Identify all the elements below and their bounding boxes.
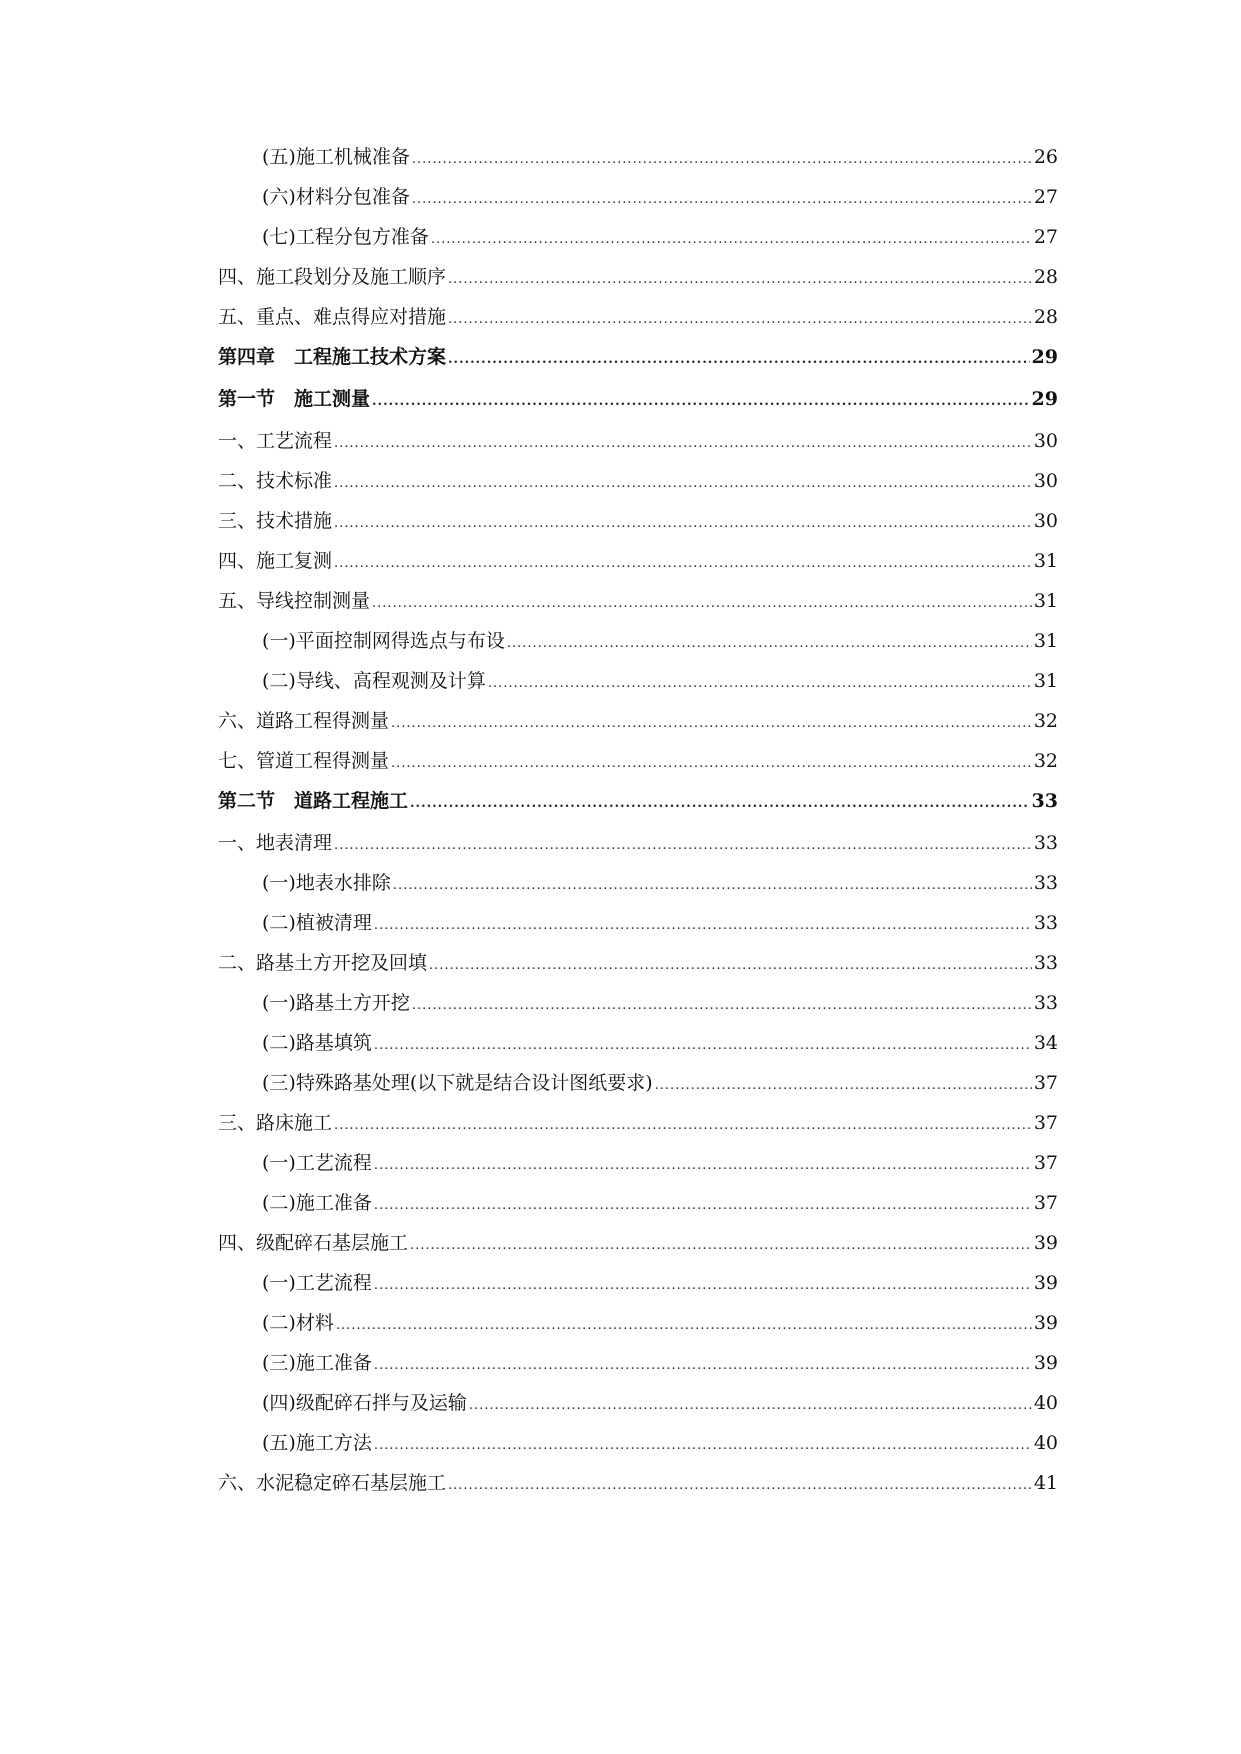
toc-dot-leader xyxy=(391,752,1032,776)
toc-entry[interactable] xyxy=(218,1031,1058,1055)
toc-entry[interactable] xyxy=(218,265,1058,289)
toc-entry[interactable] xyxy=(218,549,1058,573)
toc-dot-leader xyxy=(334,512,1032,536)
toc-page-number: 33 xyxy=(1033,832,1058,854)
toc-page-number: 28 xyxy=(1033,306,1058,328)
toc-dot-leader xyxy=(488,672,1032,696)
toc-entry-label: (一)平面控制网得选点与布设 xyxy=(262,630,505,652)
toc-page-number: 33 xyxy=(1033,872,1058,894)
toc-entry[interactable] xyxy=(218,469,1058,493)
toc-entry[interactable] xyxy=(218,185,1058,209)
toc-entry[interactable] xyxy=(218,1151,1058,1175)
toc-entry-label: 第一节 施工测量 xyxy=(218,388,371,410)
toc-dot-leader xyxy=(469,1394,1032,1418)
toc-entry-label: 一、地表清理 xyxy=(218,832,333,854)
toc-dot-leader xyxy=(410,792,1030,816)
toc-entry-label: (三)特殊路基处理(以下就是结合设计图纸要求) xyxy=(262,1072,653,1094)
toc-entry-label: (二)施工准备 xyxy=(262,1192,372,1214)
toc-page-number: 39 xyxy=(1033,1352,1058,1374)
toc-page-number: 33 xyxy=(1031,790,1058,812)
toc-entry-label: (一)工艺流程 xyxy=(262,1272,372,1294)
toc-entry-label: 第四章 工程施工技术方案 xyxy=(218,346,447,368)
toc-dot-leader xyxy=(429,954,1032,978)
toc-dot-leader xyxy=(448,308,1032,332)
toc-dot-leader xyxy=(372,390,1030,414)
toc-entry[interactable] xyxy=(218,1351,1058,1375)
toc-entry-label: 五、导线控制测量 xyxy=(218,590,371,612)
toc-entry-label: (三)施工准备 xyxy=(262,1352,372,1374)
toc-chapter-heading[interactable] xyxy=(218,345,1058,369)
toc-entry-label: (五)施工方法 xyxy=(262,1432,372,1454)
toc-page-number: 30 xyxy=(1033,510,1058,532)
toc-entry[interactable] xyxy=(218,145,1058,169)
toc-dot-leader xyxy=(334,432,1032,456)
toc-entry-label: 四、施工复测 xyxy=(218,550,333,572)
toc-entry-label: (四)级配碎石拌与及运输 xyxy=(262,1392,467,1414)
table-of-contents xyxy=(218,145,1058,1511)
toc-entry[interactable] xyxy=(218,305,1058,329)
toc-page-number: 37 xyxy=(1033,1072,1058,1094)
toc-section-heading[interactable] xyxy=(218,387,1058,411)
toc-entry-label: (七)工程分包方准备 xyxy=(262,226,429,248)
toc-entry-label: (六)材料分包准备 xyxy=(262,186,410,208)
toc-dot-leader xyxy=(374,1154,1032,1178)
toc-page-number: 33 xyxy=(1033,992,1058,1014)
toc-page-number: 29 xyxy=(1031,388,1058,410)
toc-dot-leader xyxy=(374,1274,1032,1298)
toc-page-number: 37 xyxy=(1033,1112,1058,1134)
toc-entry-label: (二)导线、高程观测及计算 xyxy=(262,670,486,692)
toc-dot-leader xyxy=(334,552,1032,576)
toc-entry[interactable] xyxy=(218,669,1058,693)
toc-page-number: 31 xyxy=(1033,550,1058,572)
toc-entry[interactable] xyxy=(218,225,1058,249)
toc-entry-label: 一、工艺流程 xyxy=(218,430,333,452)
toc-entry-label: (二)植被清理 xyxy=(262,912,372,934)
toc-entry[interactable] xyxy=(218,629,1058,653)
toc-page-number: 33 xyxy=(1033,912,1058,934)
toc-dot-leader xyxy=(374,1354,1032,1378)
toc-dot-leader xyxy=(391,712,1032,736)
toc-dot-leader xyxy=(374,1434,1032,1458)
toc-dot-leader xyxy=(372,592,1032,616)
toc-page-number: 27 xyxy=(1033,226,1058,248)
toc-section-heading[interactable] xyxy=(218,789,1058,813)
toc-page-number: 37 xyxy=(1033,1152,1058,1174)
toc-entry[interactable] xyxy=(218,1191,1058,1215)
toc-entry[interactable] xyxy=(218,1311,1058,1335)
toc-entry[interactable] xyxy=(218,509,1058,533)
toc-page-number: 39 xyxy=(1033,1232,1058,1254)
toc-page-number: 32 xyxy=(1033,710,1058,732)
toc-dot-leader xyxy=(334,1114,1032,1138)
toc-entry[interactable] xyxy=(218,871,1058,895)
toc-entry[interactable] xyxy=(218,1271,1058,1295)
toc-dot-leader xyxy=(412,148,1032,172)
toc-dot-leader xyxy=(431,228,1032,252)
toc-page-number: 41 xyxy=(1033,1472,1058,1494)
toc-entry[interactable] xyxy=(218,991,1058,1015)
toc-entry-label: 六、水泥稳定碎石基层施工 xyxy=(218,1472,447,1494)
toc-page-number: 27 xyxy=(1033,186,1058,208)
toc-page-number: 31 xyxy=(1033,590,1058,612)
toc-page-number: 32 xyxy=(1033,750,1058,772)
toc-dot-leader xyxy=(336,1314,1032,1338)
toc-page-number: 39 xyxy=(1033,1312,1058,1334)
toc-dot-leader xyxy=(507,632,1032,656)
toc-entry-label: 第二节 道路工程施工 xyxy=(218,790,409,812)
toc-entry-label: (二)路基填筑 xyxy=(262,1032,372,1054)
toc-dot-leader xyxy=(334,834,1032,858)
toc-dot-leader xyxy=(448,1474,1032,1498)
toc-page-number: 31 xyxy=(1033,630,1058,652)
toc-entry-label: 三、技术措施 xyxy=(218,510,333,532)
toc-entry-label: 四、级配碎石基层施工 xyxy=(218,1232,409,1254)
toc-dot-leader xyxy=(448,348,1030,372)
toc-entry-label: (一)路基土方开挖 xyxy=(262,992,410,1014)
toc-entry[interactable] xyxy=(218,1391,1058,1415)
toc-entry-label: (二)材料 xyxy=(262,1312,334,1334)
toc-entry[interactable] xyxy=(218,1111,1058,1135)
toc-dot-leader xyxy=(374,1194,1032,1218)
toc-page-number: 28 xyxy=(1033,266,1058,288)
toc-dot-leader xyxy=(655,1074,1032,1098)
toc-dot-leader xyxy=(393,874,1032,898)
toc-entry[interactable] xyxy=(218,429,1058,453)
toc-page-number: 39 xyxy=(1033,1272,1058,1294)
toc-page-number: 37 xyxy=(1033,1192,1058,1214)
toc-dot-leader xyxy=(412,188,1032,212)
toc-entry-label: 六、道路工程得测量 xyxy=(218,710,390,732)
toc-entry[interactable] xyxy=(218,951,1058,975)
toc-dot-leader xyxy=(410,1234,1032,1258)
toc-page-number: 30 xyxy=(1033,430,1058,452)
toc-entry[interactable] xyxy=(218,1431,1058,1455)
toc-page-number: 26 xyxy=(1033,146,1058,168)
toc-page-number: 29 xyxy=(1031,346,1058,368)
toc-entry[interactable] xyxy=(218,1471,1058,1495)
toc-dot-leader xyxy=(374,1034,1032,1058)
toc-entry[interactable] xyxy=(218,589,1058,613)
toc-entry-label: (五)施工机械准备 xyxy=(262,146,410,168)
toc-entry-label: 三、路床施工 xyxy=(218,1112,333,1134)
toc-entry-label: (一)工艺流程 xyxy=(262,1152,372,1174)
toc-entry-label: (一)地表水排除 xyxy=(262,872,391,894)
toc-entry[interactable] xyxy=(218,709,1058,733)
toc-entry[interactable] xyxy=(218,749,1058,773)
toc-entry-label: 七、管道工程得测量 xyxy=(218,750,390,772)
toc-dot-leader xyxy=(334,472,1032,496)
toc-dot-leader xyxy=(374,914,1032,938)
toc-entry[interactable] xyxy=(218,831,1058,855)
toc-page-number: 40 xyxy=(1033,1432,1058,1454)
toc-page-number: 30 xyxy=(1033,470,1058,492)
toc-entry[interactable] xyxy=(218,911,1058,935)
toc-page-number: 40 xyxy=(1033,1392,1058,1414)
toc-entry-label: 五、重点、难点得应对措施 xyxy=(218,306,447,328)
toc-dot-leader xyxy=(412,994,1032,1018)
toc-entry-label: 四、施工段划分及施工顺序 xyxy=(218,266,447,288)
toc-page-number: 34 xyxy=(1033,1032,1058,1054)
toc-page-number: 33 xyxy=(1033,952,1058,974)
toc-entry[interactable] xyxy=(218,1071,1058,1095)
toc-entry-label: 二、技术标准 xyxy=(218,470,333,492)
toc-entry[interactable] xyxy=(218,1231,1058,1255)
toc-dot-leader xyxy=(448,268,1032,292)
toc-page-number: 31 xyxy=(1033,670,1058,692)
toc-entry-label: 二、路基土方开挖及回填 xyxy=(218,952,428,974)
